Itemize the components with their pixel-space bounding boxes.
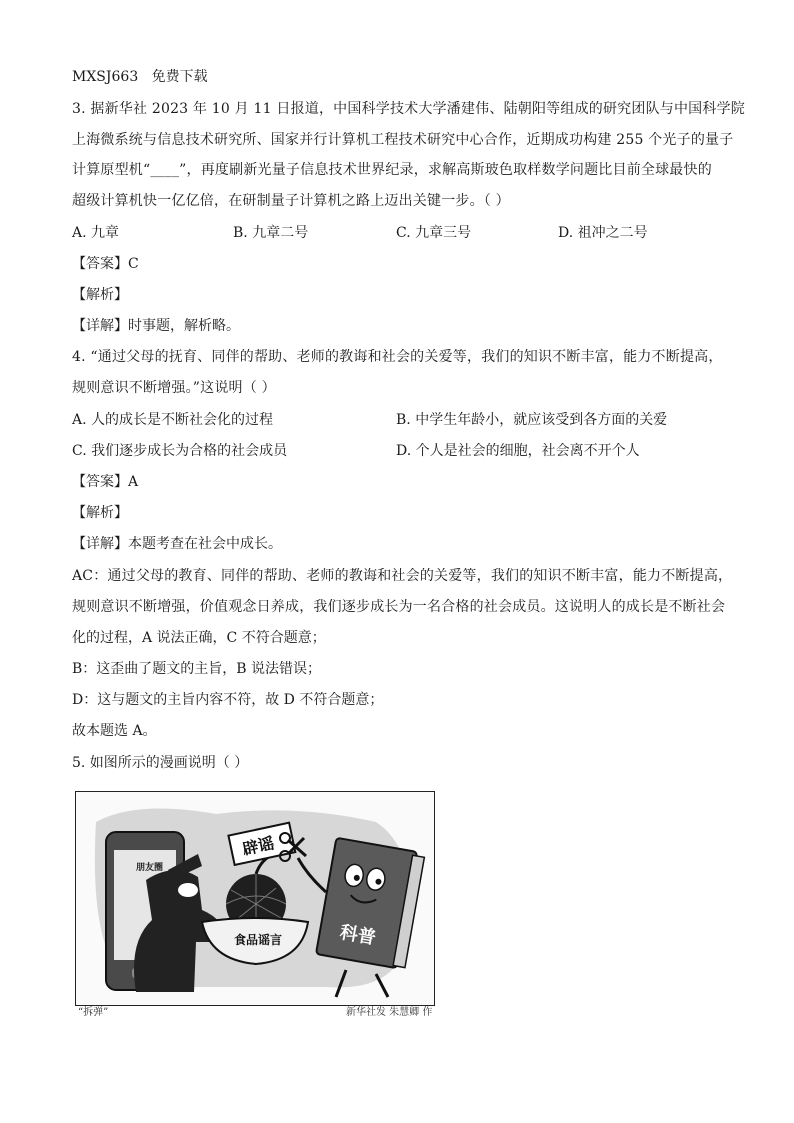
q3-line: 上海微系统与信息技术研究所、国家并行计算机工程技术研究中心合作，近期成功构建 255 个光子的量子	[72, 132, 734, 148]
cartoon-figure	[75, 791, 435, 1006]
q3-line: 3. 据新华社 2023 年 10 月 11 日报道，中国科学技术大学潘建伟、陆朝阳等组成的研究团队与中国科学院	[72, 101, 745, 117]
q3-option-b: B. 九章二号	[233, 225, 309, 241]
q4-explain-line: 规则意识不断增强，价值观念日养成，我们逐步成长为一名合格的社会成员。这说明人的成长是不断社会	[72, 599, 726, 615]
book-character	[316, 838, 425, 970]
page-header	[72, 67, 208, 87]
q3-line: 计算原型机“____”，再度刷新光量子信息技术世界纪录，求解高斯玻色取样数学问题比目前全球最快的	[72, 162, 712, 178]
q4-option-c: C. 我们逐步成长为合格的社会成员	[72, 443, 288, 459]
q4-explain-line: 化的过程，A 说法正确，C 不符合题意；	[72, 630, 326, 646]
q4-explain-line: AC：通过父母的教育、同伴的帮助、老师的教诲和社会的关爱等，我们的知识不断丰富，能力不断提高，	[72, 568, 733, 584]
header-code: MXSJ663	[72, 69, 139, 85]
cartoon-caption-left: “拆弹”	[78, 1007, 109, 1018]
q4-option-a: A. 人的成长是不断社会化的过程	[72, 412, 274, 428]
q4-line: 4. “通过父母的抚育、同伴的帮助、老师的教诲和社会的关爱等，我们的知识不断丰富，能力不断提高，	[72, 349, 723, 365]
q4-detail: 【详解】本题考查在社会中成长。	[72, 536, 282, 552]
q4-answer: 【答案】A	[72, 474, 139, 490]
q3-line: 超级计算机快一亿亿倍，在研制量子计算机之路上迈出关键一步。（ ）	[72, 193, 510, 209]
q3-option-c: C. 九章三号	[396, 225, 472, 241]
q3-answer: 【答案】C	[72, 256, 139, 272]
header-label: 免费下载	[151, 69, 208, 85]
q3-analysis: 【解析】	[72, 287, 128, 303]
cartoon-illustration	[76, 792, 434, 1005]
q4-explain-line: B：这歪曲了题文的主旨，B 说法错误；	[72, 661, 322, 677]
cartoon-caption-right: 新华社发 朱慧卿 作	[346, 1007, 433, 1018]
q4-option-b: B. 中学生年龄小，就应该受到各方面的关爱	[396, 412, 668, 428]
q4-line: 规则意识不断增强。”这说明（ ）	[72, 380, 276, 396]
phone-label: 朋友圈	[136, 863, 164, 873]
q4-analysis: 【解析】	[72, 505, 128, 521]
rumor-label: 辟谣	[240, 833, 276, 859]
bowl-label: 食品谣言	[234, 933, 283, 947]
q4-explain-line: D：这与题文的主旨内容不符，故 D 不符合题意；	[72, 692, 384, 708]
man-eye	[178, 883, 198, 897]
book-label: 科普	[338, 921, 378, 949]
q3-detail: 【详解】时事题，解析略。	[72, 318, 240, 334]
q3-option-a: A. 九章	[72, 225, 120, 241]
q3-option-d: D. 祖冲之二号	[558, 225, 648, 241]
q4-option-d: D. 个人是社会的细胞，社会离不开个人	[396, 443, 640, 459]
q5-line: 5. 如图所示的漫画说明（ ）	[72, 755, 249, 771]
q4-explain-line: 故本题选 A。	[72, 723, 157, 739]
